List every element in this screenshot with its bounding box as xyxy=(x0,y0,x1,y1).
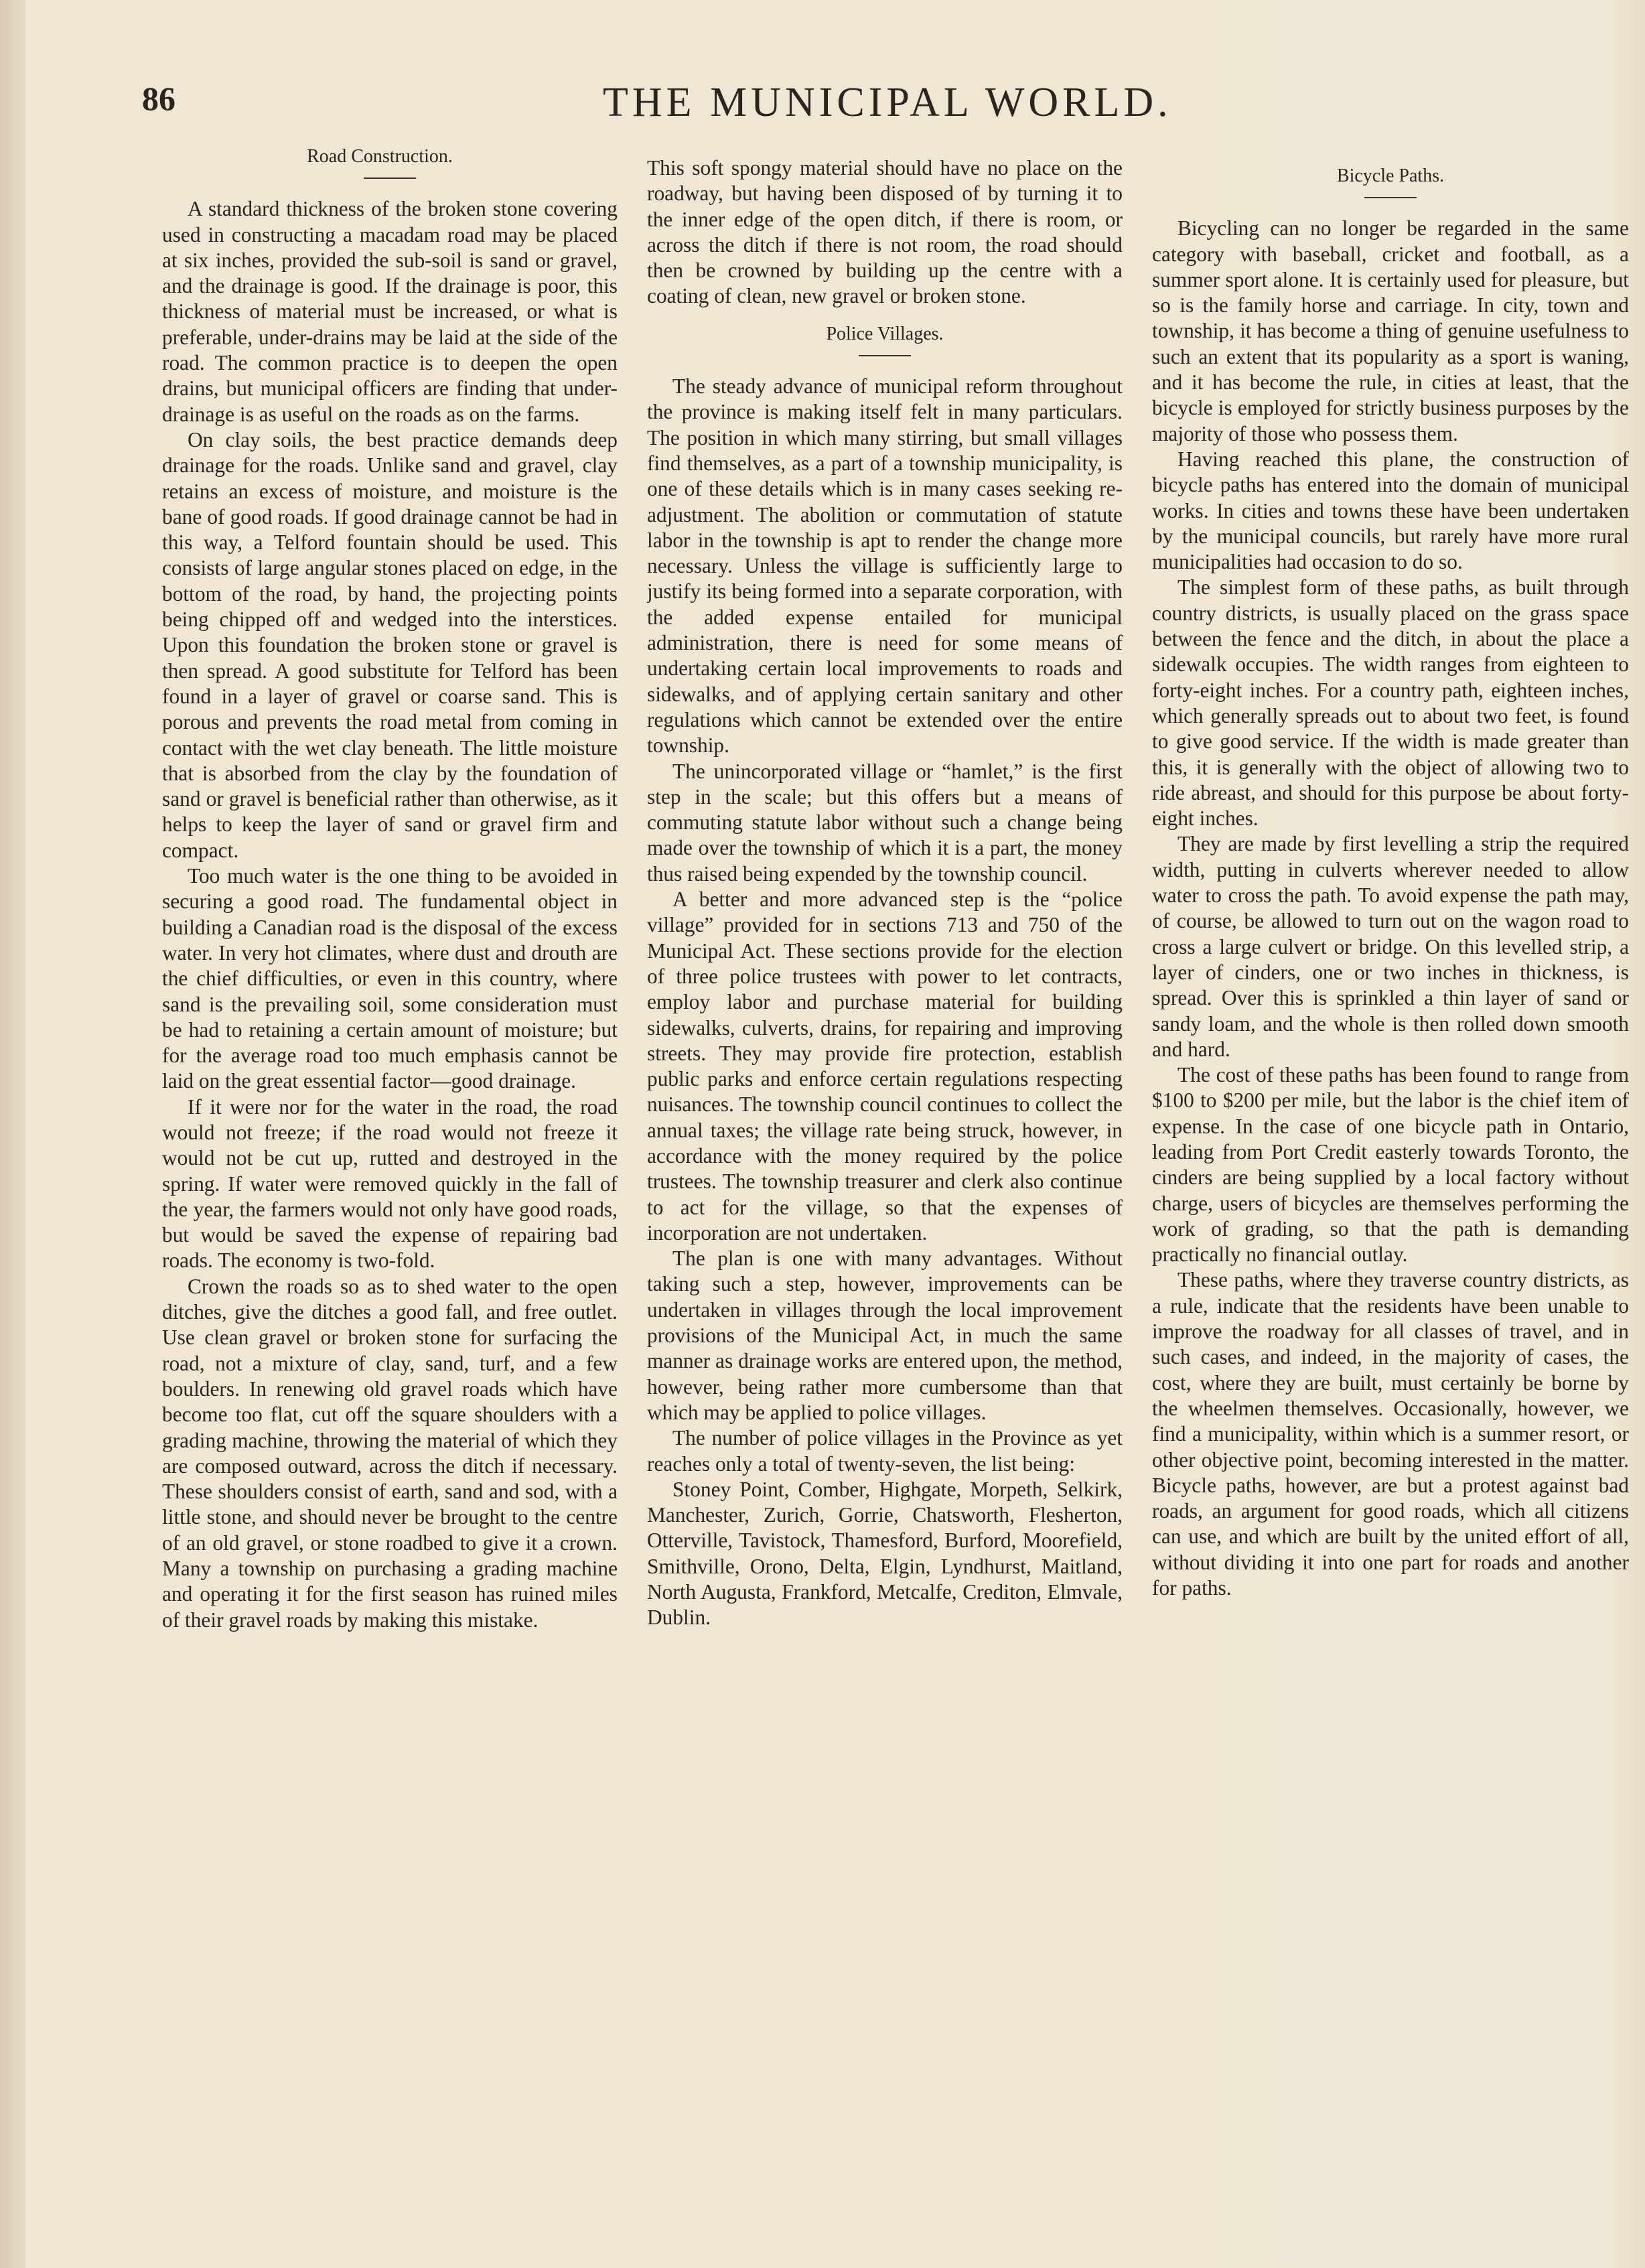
paragraph: The number of police villages in the Province as yet reaches only a total of twenty-seven, the list being: xyxy=(647,1426,1123,1476)
page-title: THE MUNICIPAL WORLD. xyxy=(603,80,1172,125)
section-heading-bicycle-paths: Bicycle Paths. xyxy=(1336,165,1445,186)
paragraph: A better and more advanced step is the “police village” provided for in sections 713 and 750 of the Municipal Act. These sections provide for the election of three police trustees with power to let contracts, employ labor and purchase material for building sidewalks, culverts, drains, for repairing and improving streets. They may provide fire protection, establish public parks and enforce certain regulations respecting nuisances. The township council continues to collect the annual taxes; the village rate being struck, however, in accordance with the money required by the police trustees. The township treasurer and clerk also continue to act for the village, so that the expenses of incorporation are not undertaken. xyxy=(647,888,1123,1245)
paragraph: The simplest form of these paths, as built through country districts, is usually placed on the grass space between the fence and the ditch, in about the place a sidewalk occupies. The width ranges from eighteen to forty-eight inches. For a country path, eighteen inches, which generally spreads out to about two feet, is found to give good service. If the width is made greater than this, it is generally with the object of allowing two to ride abreast, and should for this purpose be about forty-eight inches. xyxy=(1152,575,1629,831)
column-road-construction xyxy=(162,144,618,2207)
heading-rule xyxy=(364,178,416,179)
paragraph: Bicycling can no longer be regarded in the same category with baseball, cricket and football, as a summer sport alone. It is certainly used for pleasure, but so is the family horse and carriage. In city, town and township, it has become a thing of genuine usefulness to such an extent that its popularity as a sport is waning, and it has become the rule, in cities at least, that the bicycle is employed for strictly business purposes by the majority of those who possess them. xyxy=(1152,216,1629,445)
paragraph: Too much water is the one thing to be avoided in securing a good road. The fundamental object in building a Canadian road is the disposal of the excess water. In very hot climates, where dust and drouth are the chief difficulties, or even in this country, where sand is the prevailing soil, some consideration must be had to retaining a certain amount of moisture; but for the average road too much emphasis cannot be laid on the great essential factor—good drainage. xyxy=(162,864,618,1093)
column-bicycle-paths xyxy=(1152,163,1629,2226)
page-binding-edge xyxy=(0,0,25,2268)
paragraph: The cost of these paths has been found to range from $100 to $200 per mile, but the labor is the chief item of expense. In the case of one bicycle path in Ontario, leading from Port Credit easterly towards Toronto, the cinders are being supplied by a local factory without charge, users of bicycles are themselves performing the work of grading, so that the path is demanding practically no financial outlay. xyxy=(1152,1063,1629,1267)
village-list: Stoney Point, Comber, Highgate, Morpeth, Selkirk, Manchester, Zurich, Gorrie, Chatsworth, Flesherton, Otterville, Tavistock, Thamesford, Burford, Moorefield, Smithville, Orono, Delta, Elgin, Lyndhurst, Maitland, North Augusta, Frankford, Metcalfe, Crediton, Elmvale, Dublin. xyxy=(647,1477,1123,1630)
paragraph: Crown the roads so as to shed water to the open ditches, give the ditches a good fall, and free outlet. Use clean gravel or broken stone for surfacing the road, not a mixture of clay, sand, turf, and a few boulders. In renewing old gravel roads which have become too flat, cut off the square shoulders with a grading machine, throwing the material of which they are composed outward, across the ditch if necessary. These shoulders consist of earth, sand and sod, with a little stone, and should never be brought to the centre of an old gravel, or stone roadbed to give it a crown. Many a township on purchasing a grading machine and operating it for the first season has ruined miles of their gravel roads by making this mistake. xyxy=(162,1274,618,1632)
column-police-villages xyxy=(647,155,1123,2218)
heading-rule xyxy=(859,355,911,356)
paragraph: On clay soils, the best practice demands deep drainage for the roads. Unlike sand and gravel, clay retains an excess of moisture, and moisture is the bane of good roads. If good drainage cannot be had in this way, a Telford fountain should be used. This consists of large angular stones placed on edge, in the bottom of the road, by hand, the projecting points being chipped off and wedged into the interstices. Upon this foundation the broken stone or gravel is then spread. A good substitute for Telford has been found in a layer of gravel or coarse sand. This is porous and prevents the road metal from coming in contact with the wet clay beneath. The little moisture that is absorbed from the clay by the foundation of sand or gravel is beneficial rather than otherwise, as it helps to keep the layer of sand or gravel firm and compact. xyxy=(162,427,618,862)
section-heading-road-construction: Road Construction. xyxy=(307,146,453,167)
paragraph: They are made by first levelling a strip the required width, putting in culverts wherever needed to allow water to cross the path. To avoid expense the path may, of course, be allowed to turn out on the wagon road to cross a large culvert or bridge. On this levelled strip, a layer of cinders, one or two inches in thickness, is spread. Over this is sprinkled a thin layer of sand or sandy loam, and the whole is then rolled down smooth and hard. xyxy=(1152,832,1629,1061)
paragraph: A standard thickness of the broken stone covering used in constructing a macadam road may be placed at six inches, provided the sub-soil is sand or gravel, and the drainage is good. If the drainage is poor, this thickness of material must be increased, or what is preferable, under-drains may be laid at the side of the road. The common practice is to deepen the open drains, but municipal officers are finding that under-drainage is as useful on the roads as on the farms. xyxy=(162,197,618,426)
paragraph-continued: This soft spongy material should have no place on the roadway, but having been disposed of by turning it to the inner edge of the open ditch, if there is room, or across the ditch if there is not room, the road should then be crowned by building up the centre with a coating of clean, new gravel or broken stone. xyxy=(647,156,1123,308)
paragraph: If it were nor for the water in the road, the road would not freeze; if the road would not freeze it would not be cut up, rutted and destroyed in the spring. If water were removed quickly in the fall of the year, the farmers would not only have good roads, but would be saved the expense of repairing bad roads. The economy is two-fold. xyxy=(162,1094,618,1273)
page-number: 86 xyxy=(142,80,175,117)
heading-rule xyxy=(1364,197,1417,198)
section-heading-police-villages: Police Villages. xyxy=(826,323,944,344)
paragraph: Having reached this plane, the construction of bicycle paths has entered into the domain of municipal works. In cities and towns these have been undertaken by the municipal councils, but rarely have more rural municipalities had occasion to do so. xyxy=(1152,447,1629,574)
paragraph: These paths, where they traverse country districts, as a rule, indicate that the residents have been unable to improve the roadway for all classes of travel, and in such cases, and indeed, in the majority of cases, the cost, where they are built, must certainly be borne by the wheelmen themselves. Occasionally, however, we find a municipality, within which is a summer resort, or other objective point, becoming interested in the matter. Bicycle paths, however, are but a protest against bad roads, an argument for good roads, which all citizens can use, and which are built by the united effort of all, without dividing it into one part for roads and another for paths. xyxy=(1152,1268,1629,1600)
paragraph: The unincorporated village or “hamlet,” is the first step in the scale; but this offers but a means of commuting statute labor without such a change being made over the township of which it is a part, the money thus raised being expended by the township council. xyxy=(647,759,1123,885)
paragraph: The steady advance of municipal reform throughout the province is making itself felt in many particulars. The position in which many stirring, but small villages find themselves, as a part of a township municipality, is one of these details which is in many cases seeking re-adjustment. The abolition or commutation of statute labor in the township is apt to render the change more necessary. Unless the village is sufficiently large to justify its being formed into a separate corporation, with the added expense entailed for municipal administration, there is need for some means of undertaking certain local improvements to roads and sidewalks, and of applying certain sanitary and other regulations which cannot be extended over the entire township. xyxy=(647,374,1123,758)
paragraph: The plan is one with many advantages. Without taking such a step, however, improvements can be undertaken in villages through the local improvement provisions of the Municipal Act, in much the same manner as drainage works are entered upon, the method, however, being rather more cumbersome than that which may be applied to police villages. xyxy=(647,1247,1123,1424)
